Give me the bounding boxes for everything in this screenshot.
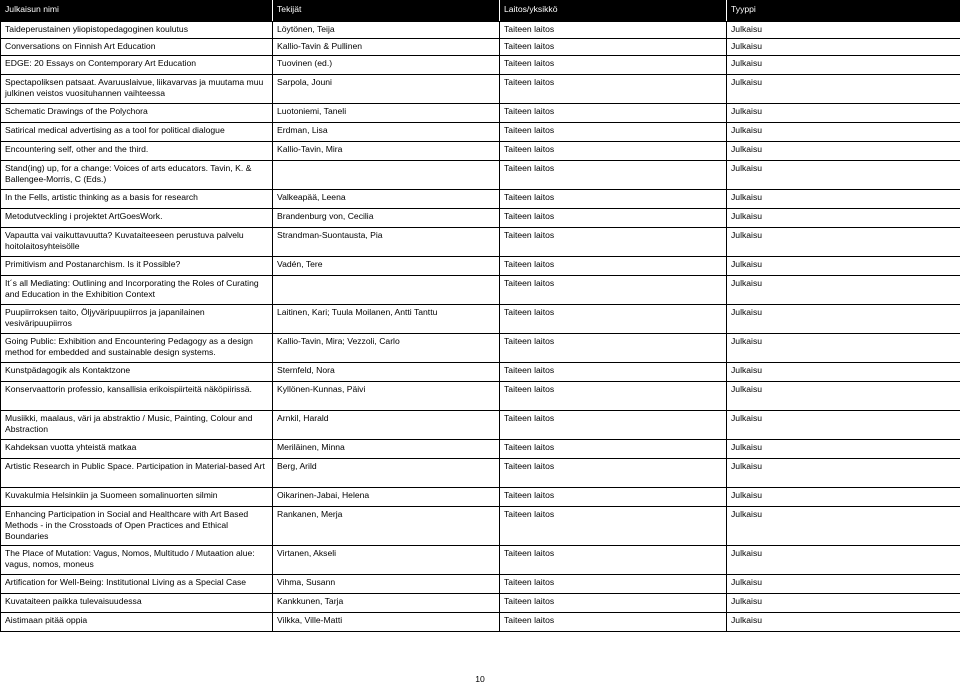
cell-type: Julkaisu	[727, 104, 960, 123]
cell-unit: Taiteen laitos	[500, 546, 727, 575]
cell-unit: Taiteen laitos	[500, 56, 727, 75]
table-row	[1, 276, 960, 305]
cell-unit: Taiteen laitos	[500, 613, 727, 632]
cell-type: Julkaisu	[727, 363, 960, 382]
cell-unit: Taiteen laitos	[500, 459, 727, 488]
table-row	[1, 382, 960, 411]
cell-authors: Berg, Arild	[273, 459, 500, 488]
cell-authors: Vadén, Tere	[273, 257, 500, 276]
cell-authors: Tuovinen (ed.)	[273, 56, 500, 75]
cell-unit: Taiteen laitos	[500, 411, 727, 440]
cell-title: Artification for Well-Being: Institutional Living as a Special Case	[1, 575, 273, 594]
table-row	[1, 190, 960, 209]
column-header-type: Tyyppi	[727, 1, 960, 22]
cell-type: Julkaisu	[727, 507, 960, 546]
cell-title: Spectapoliksen patsaat. Avaruuslaivue, liikavarvas ja muutama muu julkinen veistos vuosituhannen vaihteessa	[1, 75, 273, 104]
cell-type: Julkaisu	[727, 123, 960, 142]
table-row	[1, 546, 960, 575]
cell-unit: Taiteen laitos	[500, 104, 727, 123]
cell-type: Julkaisu	[727, 190, 960, 209]
table-row	[1, 56, 960, 75]
cell-title: The Place of Mutation: Vagus, Nomos, Multitudo / Mutaation alue: vagus, nomos, moneus	[1, 546, 273, 575]
cell-title: Enhancing Participation in Social and Healthcare with Art Based Methods - in the Crosstoads of Open Practices and Ethical Boundaries	[1, 507, 273, 546]
cell-title: Artistic Research in Public Space. Participation in Material-based Art	[1, 459, 273, 488]
cell-type: Julkaisu	[727, 305, 960, 334]
cell-unit: Taiteen laitos	[500, 161, 727, 190]
cell-type: Julkaisu	[727, 488, 960, 507]
cell-authors	[273, 276, 500, 305]
cell-type: Julkaisu	[727, 22, 960, 39]
cell-type: Julkaisu	[727, 257, 960, 276]
table-row	[1, 363, 960, 382]
cell-authors: Erdman, Lisa	[273, 123, 500, 142]
column-header-authors: Tekijät	[273, 1, 500, 22]
cell-title: Vapautta vai vaikuttavuutta? Kuvataiteeseen perustuva palvelu hoitolaitosyhteisölle	[1, 228, 273, 257]
cell-type: Julkaisu	[727, 575, 960, 594]
cell-unit: Taiteen laitos	[500, 39, 727, 56]
table-row	[1, 507, 960, 546]
cell-authors: Kallio-Tavin, Mira	[273, 142, 500, 161]
cell-title: Kunstpädagogik als Kontaktzone	[1, 363, 273, 382]
cell-unit: Taiteen laitos	[500, 123, 727, 142]
table-body	[1, 22, 960, 632]
cell-type: Julkaisu	[727, 75, 960, 104]
cell-unit: Taiteen laitos	[500, 507, 727, 546]
cell-unit: Taiteen laitos	[500, 190, 727, 209]
cell-type: Julkaisu	[727, 546, 960, 575]
cell-unit: Taiteen laitos	[500, 440, 727, 459]
header-row	[1, 1, 960, 22]
page-number: 10	[475, 674, 485, 684]
cell-type: Julkaisu	[727, 209, 960, 228]
cell-authors: Kyllönen-Kunnas, Päivi	[273, 382, 500, 411]
cell-authors: Virtanen, Akseli	[273, 546, 500, 575]
cell-title: Aistimaan pitää oppia	[1, 613, 273, 632]
table-row	[1, 161, 960, 190]
cell-title: Stand(ing) up, for a change: Voices of arts educators. Tavin, K. & Ballengee-Morris, C (Eds.)	[1, 161, 273, 190]
cell-unit: Taiteen laitos	[500, 382, 727, 411]
cell-unit: Taiteen laitos	[500, 209, 727, 228]
cell-unit: Taiteen laitos	[500, 257, 727, 276]
table-row	[1, 613, 960, 632]
cell-type: Julkaisu	[727, 56, 960, 75]
table-header	[1, 1, 960, 22]
cell-authors: Kallio-Tavin, Mira; Vezzoli, Carlo	[273, 334, 500, 363]
table-row	[1, 440, 960, 459]
cell-type: Julkaisu	[727, 39, 960, 56]
cell-type: Julkaisu	[727, 142, 960, 161]
column-header-title: Julkaisun nimi	[1, 1, 273, 22]
cell-authors: Valkeapää, Leena	[273, 190, 500, 209]
cell-authors: Rankanen, Merja	[273, 507, 500, 546]
table-row	[1, 104, 960, 123]
cell-authors	[273, 161, 500, 190]
cell-type: Julkaisu	[727, 161, 960, 190]
cell-title: Konservaattorin professio, kansallisia erikoispiirteitä näköpiirissä.	[1, 382, 273, 411]
cell-unit: Taiteen laitos	[500, 75, 727, 104]
cell-authors: Laitinen, Kari; Tuula Moilanen, Antti Tanttu	[273, 305, 500, 334]
cell-type: Julkaisu	[727, 276, 960, 305]
table-row	[1, 459, 960, 488]
cell-authors: Kallio-Tavin & Pullinen	[273, 39, 500, 56]
table-row	[1, 22, 960, 39]
cell-unit: Taiteen laitos	[500, 305, 727, 334]
table-row	[1, 257, 960, 276]
cell-title: Going Public: Exhibition and Encountering Pedagogy as a design method for embedded and sustainable design systems.	[1, 334, 273, 363]
cell-type: Julkaisu	[727, 440, 960, 459]
table-row	[1, 39, 960, 56]
table-row	[1, 142, 960, 161]
cell-title: It´s all Mediating: Outlining and Incorporating the Roles of Curating and Education in the Exhibition Context	[1, 276, 273, 305]
cell-unit: Taiteen laitos	[500, 363, 727, 382]
table-row	[1, 228, 960, 257]
cell-authors: Vilkka, Ville-Matti	[273, 613, 500, 632]
table-row	[1, 594, 960, 613]
cell-title: Taideperustainen yliopistopedagoginen koulutus	[1, 22, 273, 39]
cell-type: Julkaisu	[727, 411, 960, 440]
cell-title: Primitivism and Postanarchism. Is it Possible?	[1, 257, 273, 276]
table-row	[1, 575, 960, 594]
cell-unit: Taiteen laitos	[500, 142, 727, 161]
cell-unit: Taiteen laitos	[500, 228, 727, 257]
cell-type: Julkaisu	[727, 594, 960, 613]
cell-type: Julkaisu	[727, 382, 960, 411]
cell-authors: Vihma, Susann	[273, 575, 500, 594]
table-row	[1, 305, 960, 334]
cell-unit: Taiteen laitos	[500, 334, 727, 363]
cell-unit: Taiteen laitos	[500, 488, 727, 507]
cell-authors: Kankkunen, Tarja	[273, 594, 500, 613]
table-row	[1, 334, 960, 363]
cell-title: In the Fells, artistic thinking as a basis for research	[1, 190, 273, 209]
cell-title: Schematic Drawings of the Polychora	[1, 104, 273, 123]
cell-type: Julkaisu	[727, 334, 960, 363]
cell-title: Musiikki, maalaus, väri ja abstraktio / Music, Painting, Colour and Abstraction	[1, 411, 273, 440]
cell-title: Puupiirroksen taito, Öljyväripuupiirros ja japanilainen vesiväripuupiirros	[1, 305, 273, 334]
cell-title: Kuvataiteen paikka tulevaisuudessa	[1, 594, 273, 613]
cell-title: Satirical medical advertising as a tool for political dialogue	[1, 123, 273, 142]
cell-type: Julkaisu	[727, 613, 960, 632]
cell-authors: Löytönen, Teija	[273, 22, 500, 39]
cell-authors: Sarpola, Jouni	[273, 75, 500, 104]
cell-authors: Arnkil, Harald	[273, 411, 500, 440]
cell-unit: Taiteen laitos	[500, 276, 727, 305]
cell-title: Conversations on Finnish Art Education	[1, 39, 273, 56]
cell-authors: Luotoniemi, Taneli	[273, 104, 500, 123]
table-row	[1, 411, 960, 440]
cell-unit: Taiteen laitos	[500, 594, 727, 613]
table-row	[1, 209, 960, 228]
cell-unit: Taiteen laitos	[500, 575, 727, 594]
cell-authors: Oikarinen-Jabai, Helena	[273, 488, 500, 507]
cell-authors: Meriläinen, Minna	[273, 440, 500, 459]
table-row	[1, 123, 960, 142]
cell-title: Kahdeksan vuotta yhteistä matkaa	[1, 440, 273, 459]
cell-title: EDGE: 20 Essays on Contemporary Art Education	[1, 56, 273, 75]
table-row	[1, 75, 960, 104]
cell-title: Encountering self, other and the third.	[1, 142, 273, 161]
cell-authors: Sternfeld, Nora	[273, 363, 500, 382]
cell-title: Metodutveckling i projektet ArtGoesWork.	[1, 209, 273, 228]
table-row	[1, 488, 960, 507]
cell-unit: Taiteen laitos	[500, 22, 727, 39]
cell-title: Kuvakulmia Helsinkiin ja Suomeen somalinuorten silmin	[1, 488, 273, 507]
column-header-unit: Laitos/yksikkö	[500, 1, 727, 22]
cell-type: Julkaisu	[727, 228, 960, 257]
cell-authors: Strandman-Suontausta, Pia	[273, 228, 500, 257]
cell-authors: Brandenburg von, Cecilia	[273, 209, 500, 228]
cell-type: Julkaisu	[727, 459, 960, 488]
